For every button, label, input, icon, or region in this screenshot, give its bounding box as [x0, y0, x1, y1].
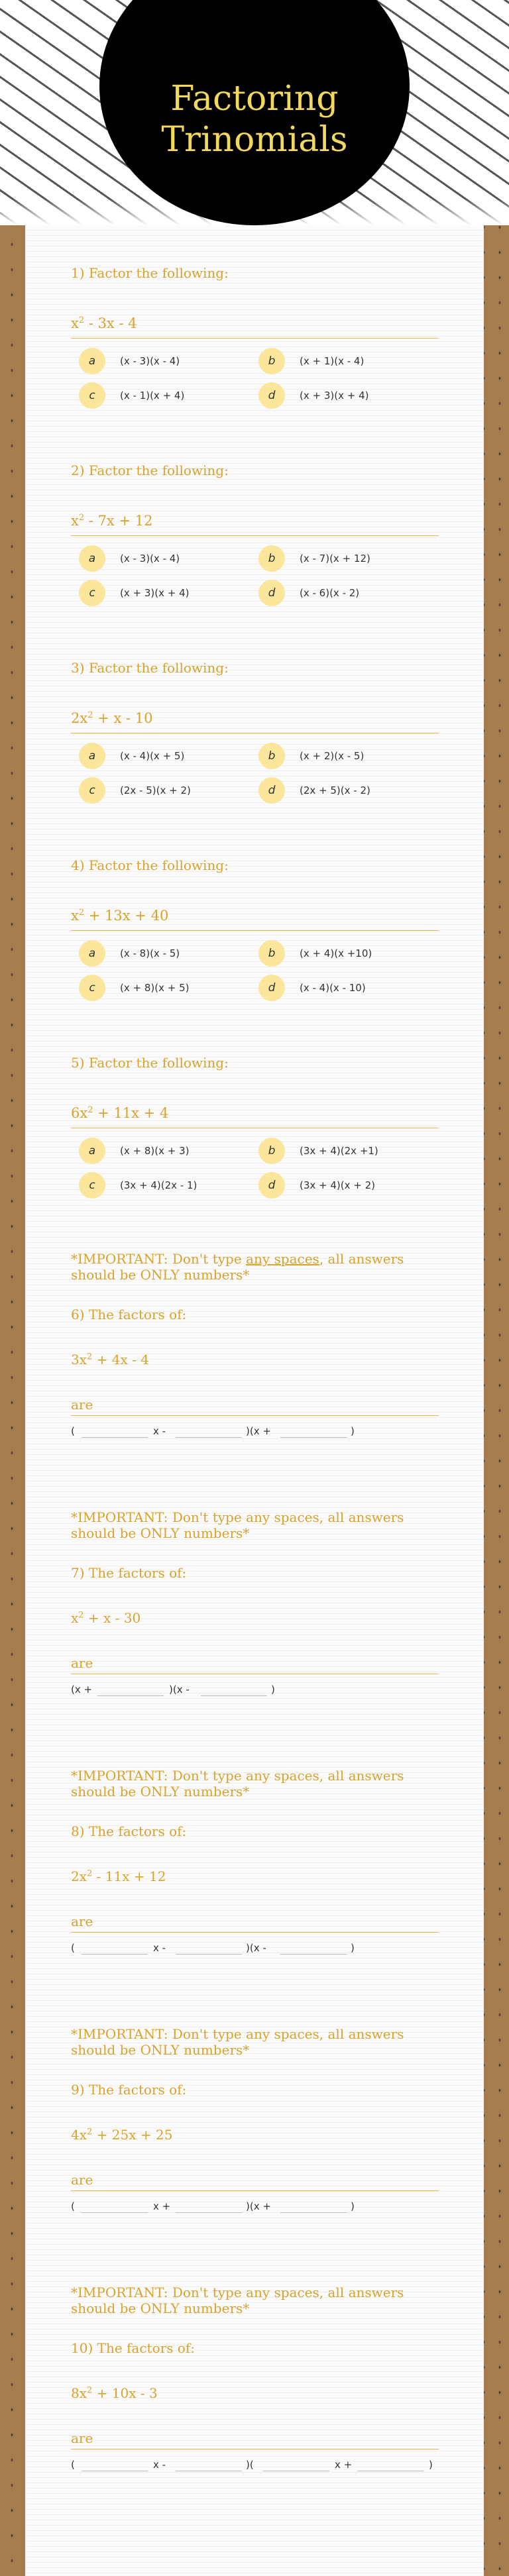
question-expression: $8x^2 + 10x - 3$	[71, 2385, 158, 2401]
question-7	[71, 1509, 439, 1701]
are-label: are	[71, 2172, 439, 2191]
important-note: *IMPORTANT: Don't type any spaces, all answers should be ONLY numbers*	[71, 1768, 404, 1799]
question-prompt: 3) Factor the following:	[71, 660, 229, 676]
option-badge: a	[79, 940, 105, 967]
question-prompt: 10) The factors of:	[71, 2340, 195, 2356]
option-a[interactable]	[79, 940, 180, 967]
question-prompt: 1) Factor the following:	[71, 265, 229, 281]
option-badge: a	[79, 743, 105, 769]
question-prompt: 9) The factors of:	[71, 2082, 187, 2098]
answer-blank-2[interactable]	[201, 1695, 267, 1696]
question-prompt: 4) Factor the following:	[71, 857, 229, 873]
option-b[interactable]	[258, 348, 364, 374]
option-text: (x - 8)(x - 5)	[120, 947, 180, 959]
title-disc	[99, 0, 410, 225]
question-8	[71, 1768, 439, 1959]
answer-row: (x + )(x - )	[71, 1684, 275, 1695]
answer-blank-1[interactable]	[97, 1695, 164, 1696]
option-badge: b	[258, 1138, 285, 1164]
option-a[interactable]	[79, 743, 184, 769]
question-expression: $x^2 - 3x - 4$	[71, 315, 439, 339]
answer-blank-2[interactable]	[176, 1954, 242, 1955]
question-prompt: 8) The factors of:	[71, 1823, 187, 1839]
are-label: are	[71, 1397, 439, 1416]
question-6	[71, 1251, 439, 1442]
option-text: (x - 4)(x + 5)	[120, 750, 185, 762]
option-d[interactable]	[258, 382, 368, 409]
option-text: (3x + 4)(2x +1)	[300, 1145, 378, 1157]
option-badge: c	[79, 777, 105, 804]
answer-blank-3[interactable]	[280, 1437, 347, 1438]
option-text: (2x + 5)(x - 2)	[300, 784, 370, 796]
question-expression: $2x^2 + x - 10$	[71, 710, 439, 733]
option-text: (x - 3)(x - 4)	[120, 355, 180, 367]
answer-row: ( x + )(x + )	[71, 2200, 355, 2212]
option-text: (x - 4)(x - 10)	[300, 982, 366, 994]
option-badge: a	[79, 545, 105, 572]
option-b[interactable]	[258, 1138, 378, 1164]
option-c[interactable]	[79, 1172, 197, 1199]
question-expression: $x^2 - 7x + 12$	[71, 513, 439, 536]
question-prompt: 7) The factors of:	[71, 1565, 187, 1581]
option-text: (x + 1)(x - 4)	[300, 355, 365, 367]
option-badge: d	[258, 580, 285, 606]
option-text: (x + 3)(x + 4)	[300, 390, 369, 402]
are-label: are	[71, 1655, 439, 1674]
question-expression: $6x^2 + 11x + 4$	[71, 1105, 439, 1128]
option-text: (x + 3)(x + 4)	[120, 587, 190, 599]
option-a[interactable]	[79, 1138, 189, 1164]
option-badge: c	[79, 382, 105, 409]
question-5	[71, 1055, 439, 1204]
option-b[interactable]	[258, 545, 370, 572]
option-text: (3x + 4)(x + 2)	[300, 1179, 376, 1191]
option-badge: d	[258, 382, 285, 409]
option-badge: c	[79, 1172, 105, 1199]
question-prompt: 6) The factors of:	[71, 1307, 187, 1322]
answer-blank-3[interactable]	[280, 2212, 347, 2213]
option-text: (x + 8)(x + 3)	[120, 1145, 190, 1157]
option-badge: c	[79, 580, 105, 606]
important-note: *IMPORTANT: Don't type any spaces, all answers should be ONLY numbers*	[71, 2284, 404, 2316]
important-note: *IMPORTANT: Don't type any spaces, all answers should be ONLY numbers*	[71, 2026, 404, 2058]
question-1	[71, 265, 439, 414]
option-badge: b	[258, 545, 285, 572]
option-badge: b	[258, 940, 285, 967]
question-prompt: 5) Factor the following:	[71, 1055, 229, 1071]
option-text: (x + 8)(x + 5)	[120, 982, 190, 994]
left-border-dots	[0, 225, 25, 2576]
option-c[interactable]	[79, 777, 191, 804]
option-c[interactable]	[79, 580, 189, 606]
question-expression: $x^2 + x - 30$	[71, 1610, 141, 1626]
answer-blank-1[interactable]	[82, 2212, 148, 2213]
option-a[interactable]	[79, 348, 180, 374]
question-10	[71, 2284, 439, 2476]
option-text: (x + 2)(x - 5)	[300, 750, 365, 762]
right-border-dots	[484, 225, 509, 2576]
question-expression: $x^2 + 13x + 40$	[71, 908, 439, 931]
option-text: (x - 1)(x + 4)	[120, 390, 185, 402]
option-badge: b	[258, 348, 285, 374]
answer-blank-1[interactable]	[82, 1954, 148, 1955]
question-expression: $4x^2 + 25x + 25$	[71, 2127, 173, 2143]
answer-blank-2[interactable]	[176, 2212, 242, 2213]
option-badge: a	[79, 1138, 105, 1164]
question-prompt: 2) Factor the following:	[71, 462, 229, 478]
option-badge: d	[258, 777, 285, 804]
option-text: (x - 7)(x + 12)	[300, 553, 370, 564]
option-a[interactable]	[79, 545, 180, 572]
question-4	[71, 857, 439, 1006]
answer-blank-3[interactable]	[280, 1954, 347, 1955]
option-b[interactable]	[258, 940, 372, 967]
option-text: (2x - 5)(x + 2)	[120, 784, 191, 796]
page-title: Factoring Trinomials	[161, 79, 348, 160]
option-badge: c	[79, 975, 105, 1001]
question-9	[71, 2026, 439, 2218]
option-badge: d	[258, 1172, 285, 1199]
option-d[interactable]	[258, 1172, 375, 1199]
option-d[interactable]	[258, 975, 366, 1001]
important-note: *IMPORTANT: Don't type any spaces, all answers should be ONLY numbers*	[71, 1251, 404, 1283]
option-c[interactable]	[79, 382, 184, 409]
answer-row: ( x - )( x + )	[71, 2459, 433, 2471]
question-expression: $3x^2 + 4x - 4$	[71, 1352, 149, 1368]
option-c[interactable]	[79, 975, 189, 1001]
answer-blank-2[interactable]	[176, 1437, 242, 1438]
option-badge: b	[258, 743, 285, 769]
question-2	[71, 462, 439, 612]
answer-blank-1[interactable]	[82, 1437, 148, 1438]
option-text: (x - 3)(x - 4)	[120, 553, 180, 564]
are-label: are	[71, 2430, 439, 2449]
option-badge: d	[258, 975, 285, 1001]
answer-row: ( x - )(x - )	[71, 1942, 355, 1954]
option-text: (3x + 4)(2x - 1)	[120, 1179, 198, 1191]
answer-row: ( x - )(x + )	[71, 1425, 355, 1437]
option-d[interactable]	[258, 580, 359, 606]
option-text: (x - 6)(x - 2)	[300, 587, 360, 599]
question-expression: $2x^2 - 11x + 12$	[71, 1868, 166, 1884]
important-note: *IMPORTANT: Don't type any spaces, all answers should be ONLY numbers*	[71, 1509, 404, 1541]
header-banner	[0, 0, 509, 225]
option-b[interactable]	[258, 743, 364, 769]
question-3	[71, 660, 439, 809]
option-text: (x + 4)(x +10)	[300, 947, 372, 959]
are-label: are	[71, 1913, 439, 1933]
option-badge: a	[79, 348, 105, 374]
option-d[interactable]	[258, 777, 370, 804]
